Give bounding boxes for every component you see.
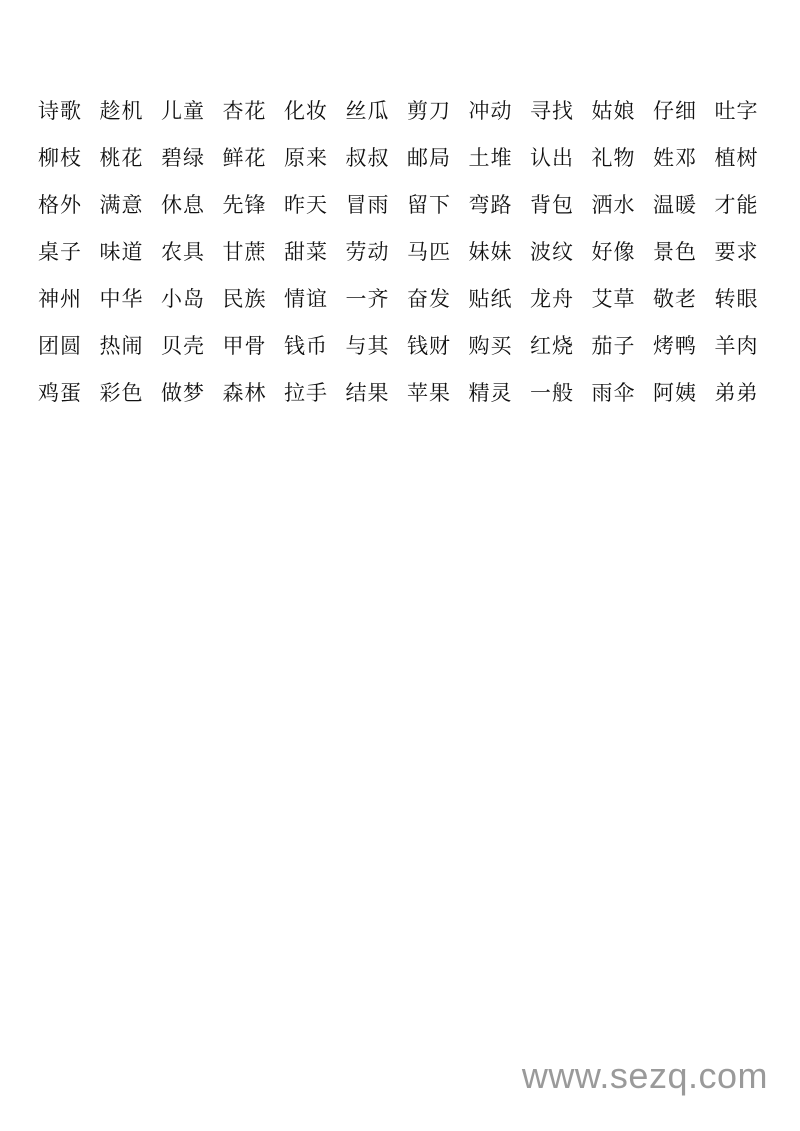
word-item: 背包 xyxy=(530,193,574,217)
word-item: 认出 xyxy=(530,146,574,170)
word-item: 森林 xyxy=(222,381,267,405)
word-item: 碧绿 xyxy=(161,146,205,170)
word-item: 民族 xyxy=(222,287,267,311)
word-item: 丝瓜 xyxy=(345,99,390,123)
word-item: 彩色 xyxy=(99,381,144,405)
word-item: 奋发 xyxy=(407,287,451,311)
word-row xyxy=(38,276,778,323)
word-item: 桌子 xyxy=(38,240,82,264)
word-item: 吐字 xyxy=(714,99,759,123)
word-row xyxy=(38,229,778,276)
word-item: 艾草 xyxy=(591,287,636,311)
word-item: 一齐 xyxy=(345,287,390,311)
word-item: 格外 xyxy=(38,193,82,217)
word-item: 马匹 xyxy=(407,240,451,264)
word-item: 妹妹 xyxy=(468,240,513,264)
word-item: 阿姨 xyxy=(653,381,697,405)
word-item: 神州 xyxy=(38,287,82,311)
word-item: 结果 xyxy=(345,381,390,405)
word-item: 诗歌 xyxy=(38,99,82,123)
word-row xyxy=(38,323,778,370)
word-item: 休息 xyxy=(161,193,205,217)
word-row xyxy=(38,88,778,135)
word-item: 红烧 xyxy=(530,334,574,358)
word-item: 苹果 xyxy=(407,381,451,405)
word-item: 龙舟 xyxy=(530,287,574,311)
word-item: 才能 xyxy=(714,193,759,217)
word-item: 姑娘 xyxy=(591,99,636,123)
word-item: 寻找 xyxy=(530,99,574,123)
word-item: 情谊 xyxy=(284,287,328,311)
word-row xyxy=(38,370,778,417)
word-item: 杏花 xyxy=(222,99,267,123)
word-item: 鸡蛋 xyxy=(38,381,82,405)
word-item: 拉手 xyxy=(284,381,328,405)
word-item: 礼物 xyxy=(591,146,636,170)
word-item: 甲骨 xyxy=(222,334,267,358)
word-item: 购买 xyxy=(468,334,513,358)
word-row xyxy=(38,182,778,229)
word-item: 一般 xyxy=(530,381,574,405)
word-item: 敬老 xyxy=(653,287,697,311)
word-item: 邮局 xyxy=(407,146,451,170)
word-item: 烤鸭 xyxy=(653,334,697,358)
word-item: 化妆 xyxy=(284,99,328,123)
word-item: 桃花 xyxy=(99,146,144,170)
word-item: 劳动 xyxy=(345,240,390,264)
word-item: 温暖 xyxy=(653,193,697,217)
word-item: 冒雨 xyxy=(345,193,390,217)
word-item: 原来 xyxy=(284,146,328,170)
word-item: 波纹 xyxy=(530,240,574,264)
word-item: 团圆 xyxy=(38,334,82,358)
word-item: 做梦 xyxy=(161,381,205,405)
word-item: 柳枝 xyxy=(38,146,82,170)
word-item: 贴纸 xyxy=(468,287,513,311)
word-item: 先锋 xyxy=(222,193,267,217)
word-item: 儿童 xyxy=(161,99,205,123)
word-item: 转眼 xyxy=(714,287,759,311)
word-item: 热闹 xyxy=(99,334,144,358)
word-item: 农具 xyxy=(161,240,205,264)
word-item: 植树 xyxy=(714,146,759,170)
word-item: 贝壳 xyxy=(161,334,205,358)
word-item: 弯路 xyxy=(468,193,513,217)
word-item: 弟弟 xyxy=(714,381,759,405)
word-item: 要求 xyxy=(714,240,759,264)
word-item: 叔叔 xyxy=(345,146,390,170)
word-item: 趁机 xyxy=(99,99,144,123)
word-item: 钱财 xyxy=(407,334,451,358)
word-item: 景色 xyxy=(653,240,697,264)
word-item: 满意 xyxy=(99,193,144,217)
word-item: 甘蔗 xyxy=(222,240,267,264)
word-item: 好像 xyxy=(591,240,636,264)
word-row xyxy=(38,135,778,182)
word-item: 小岛 xyxy=(161,287,205,311)
word-item: 中华 xyxy=(99,287,144,311)
word-item: 洒水 xyxy=(591,193,636,217)
word-item: 味道 xyxy=(99,240,144,264)
word-item: 剪刀 xyxy=(407,99,451,123)
watermark-text: www.sezq.com xyxy=(521,1055,768,1096)
word-item: 冲动 xyxy=(468,99,513,123)
word-item: 茄子 xyxy=(591,334,636,358)
word-item: 仔细 xyxy=(653,99,697,123)
word-item: 留下 xyxy=(407,193,451,217)
word-item: 羊肉 xyxy=(714,334,759,358)
word-item: 钱币 xyxy=(284,334,328,358)
word-item: 精灵 xyxy=(468,381,513,405)
word-item: 雨伞 xyxy=(591,381,636,405)
word-item: 鲜花 xyxy=(222,146,267,170)
word-item: 与其 xyxy=(345,334,390,358)
word-item: 土堆 xyxy=(468,146,513,170)
word-list-sheet xyxy=(38,88,778,417)
word-item: 姓邓 xyxy=(653,146,697,170)
word-item: 甜菜 xyxy=(284,240,328,264)
word-item: 昨天 xyxy=(284,193,328,217)
